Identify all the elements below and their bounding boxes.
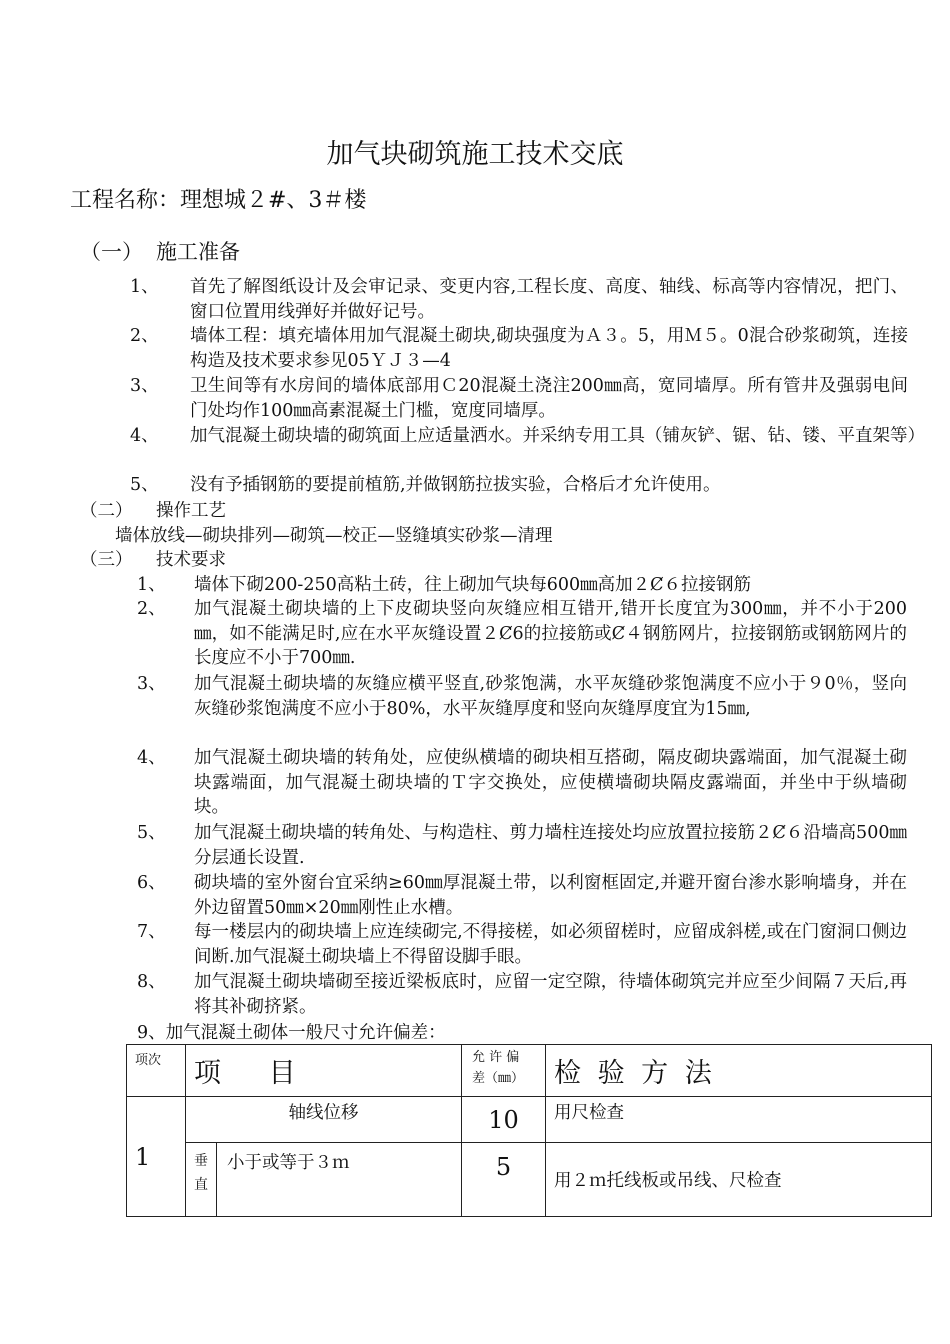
row1-tolerance: 10 — [462, 1097, 546, 1143]
tech-item-text: 墙体下砌200-250高粘土砖，往上砌加气块每600㎜高加２Ȼ６拉接钢筋 — [194, 575, 752, 595]
section-1-title: 施工准备 — [156, 240, 240, 264]
prep-item — [130, 275, 910, 325]
header-tolerance-line1: 允 许 偏 — [472, 1050, 520, 1065]
tech-item — [137, 597, 917, 672]
table-header-row — [127, 1045, 932, 1097]
section-1-label: （一） — [80, 240, 143, 264]
table-row — [127, 1097, 932, 1143]
section-1-heading — [80, 236, 240, 266]
section-3-label: （三） — [80, 550, 133, 570]
tech-item — [137, 920, 917, 970]
tech-item-9: 9、加气混凝土砌体一般尺寸允许偏差： — [137, 1023, 446, 1043]
row2-item: 小于或等于３ｍ — [217, 1143, 462, 1217]
row2-sub-label-2: 直 — [194, 1177, 208, 1193]
tech-item-number: 1、 — [137, 575, 166, 595]
tech-item — [137, 821, 917, 871]
tech-item-number: 8、 — [137, 972, 166, 992]
tolerance-table — [126, 1044, 932, 1217]
header-tolerance-line2: 差（㎜） — [472, 1071, 525, 1086]
tech-item-number: 5、 — [137, 823, 166, 843]
row2-sub-label — [186, 1143, 217, 1217]
row1-method: 用尺检查 — [546, 1097, 932, 1143]
document-title: 加气块砌筑施工技术交底 — [326, 139, 624, 170]
prep-item — [130, 424, 930, 474]
tech-item-number: 2、 — [137, 599, 166, 619]
header-item: 项 目 — [186, 1045, 462, 1097]
tech-item-number: 4、 — [137, 748, 166, 768]
prep-item-number: 1、 — [130, 277, 159, 297]
tech-item-number: 3、 — [137, 674, 166, 694]
tech-item-number: 6、 — [137, 873, 166, 893]
project-name: 工程名称：理想城２#、3＃楼 — [70, 188, 367, 213]
tech-item-text: 加气混凝土砌块墙砌至接近梁板底时，应留一定空隙，待墙体砌筑完并应至少间隔７天后,再将其补砌挤紧。 — [194, 972, 907, 1017]
row1-item: 轴线位移 — [186, 1097, 462, 1143]
tech-item — [137, 871, 917, 921]
tech-item-text: 每一楼层内的砌块墙上应连续砌完,不得接槎，如必须留槎时，应留成斜槎,或在门窗洞口侧边间断.加气混凝土砌块墙上不得留设脚手眼。 — [194, 922, 907, 967]
section-2-label: （二） — [80, 501, 133, 521]
prep-item — [130, 473, 910, 499]
group-number: 1 — [127, 1097, 186, 1217]
tech-item-text: 加气混凝土砌块墙的灰缝应横平竖直,砂浆饱满，水平灰缝砂浆饱满度不应小于９0％，竖向灰缝砂浆饱满度不应小于80%，水平灰缝厚度和竖向灰缝厚度宜为15㎜, — [194, 674, 907, 719]
prep-item-text: 墙体工程：填充墙体用加气混凝土砌块,砌块强度为Ａ３。5，用Ｍ５。0混合砂浆砌筑，连接构造及技术要求参见05ＹＪ３—4 — [190, 326, 908, 371]
tech-item — [137, 672, 917, 747]
prep-item-number: 4、 — [130, 426, 159, 446]
tech-item — [137, 746, 917, 821]
header-tolerance — [462, 1045, 546, 1097]
prep-item — [130, 374, 910, 424]
row2-sub-label-1: 垂 — [194, 1153, 208, 1169]
prep-item-number: 3、 — [130, 376, 159, 396]
tech-item-text: 加气混凝土砌块墙的上下皮砌块竖向灰缝应相互错开,错开长度宜为300㎜，并不小于200㎜，如不能满足时,应在水平灰缝设置２Ȼ6的拉接筋或Ȼ４钢筋网片，拉接钢筋或钢筋网片的长度应不小于700㎜. — [194, 599, 907, 668]
prep-item-text: 卫生间等有水房间的墙体底部用Ｃ20混凝土浇注200㎜高，宽同墙厚。所有管井及强弱电间门处均作100㎜高素混凝土门槛，宽度同墙厚。 — [190, 376, 908, 421]
section-2-title: 操作工艺 — [156, 501, 226, 521]
process-flow: 墙体放线—砌块排列—砌筑—校正—竖缝填实砂浆—清理 — [115, 526, 553, 546]
section-3-heading — [80, 546, 226, 571]
prep-item-text: 首先了解图纸设计及会审记录、变更内容,工程长度、高度、轴线、标高等内容情况，把门、窗口位置用线弹好并做好记号。 — [190, 277, 908, 322]
table-row — [127, 1143, 932, 1217]
section-2-heading — [80, 497, 226, 522]
tech-item-text: 加气混凝土砌块墙的转角处、与构造柱、剪力墙柱连接处均应放置拉接筋２Ȼ６沿墙高500㎜分层通长设置. — [194, 823, 907, 868]
header-no: 项次 — [127, 1045, 186, 1097]
prep-item — [130, 324, 910, 374]
prep-item-number: 5、 — [130, 475, 159, 495]
prep-item-text: 加气混凝土砌块墙的砌筑面上应适量洒水。并采纳专用工具（铺灰铲、锯、钻、镂、平直架等） — [190, 426, 925, 446]
prep-item-number: 2、 — [130, 326, 159, 346]
tech-item — [137, 970, 917, 1020]
tech-item — [137, 573, 917, 599]
section-3-title: 技术要求 — [156, 550, 226, 570]
tech-item-number: 7、 — [137, 922, 166, 942]
prep-item-text: 没有予插钢筋的要提前植筋,并做钢筋拉拔实验，合格后才允许使用。 — [190, 475, 721, 495]
row2-method: 用２ｍ托线板或吊线、尺检查 — [546, 1143, 932, 1217]
header-method: 检 验 方 法 — [546, 1045, 932, 1097]
tech-item-text: 砌块墙的室外窗台宜采纳≥60㎜厚混凝土带，以利窗框固定,并避开窗台渗水影响墙身，并在外边留置50㎜×20㎜刚性止水槽。 — [194, 873, 907, 918]
row2-tolerance: 5 — [462, 1143, 546, 1217]
tech-item-text: 加气混凝土砌块墙的转角处，应使纵横墙的砌块相互搭砌，隔皮砌块露端面，加气混凝土砌块露端面，加气混凝土砌块墙的Ｔ字交换处，应使横墙砌块隔皮露端面，并坐中于纵墙砌块。 — [194, 748, 907, 817]
